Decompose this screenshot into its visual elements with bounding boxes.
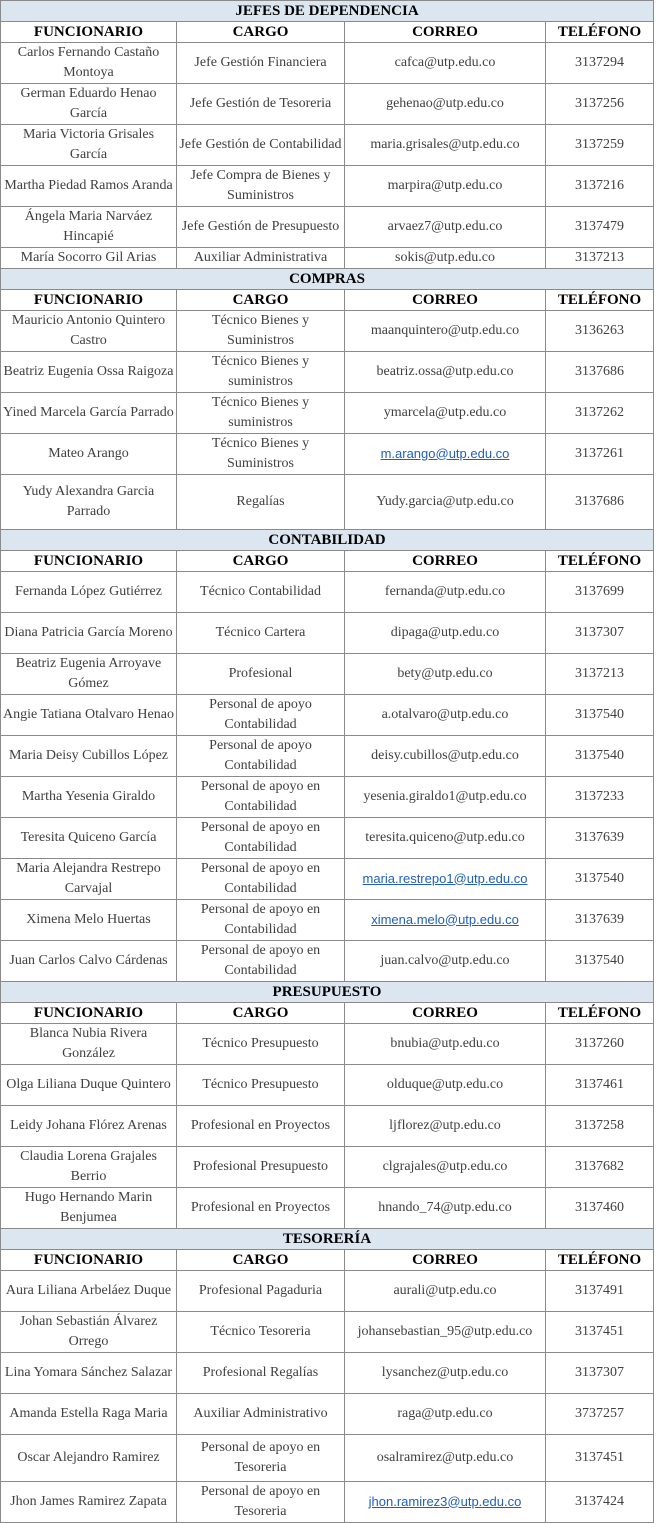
section-title: COMPRAS (1, 269, 654, 290)
column-header-row (1, 551, 654, 572)
cell-funcionario: Fernanda López Gutiérrez (1, 572, 177, 613)
email-link[interactable]: jhon.ramirez3@utp.edu.co (368, 1493, 522, 1509)
cell-telefono: 3137233 (546, 777, 654, 818)
cell-correo: fernanda@utp.edu.co (345, 572, 546, 613)
table-row (1, 475, 654, 530)
cell-cargo: Jefe Gestión de Presupuesto (177, 207, 345, 248)
table-row (1, 43, 654, 84)
cell-funcionario: Beatriz Eugenia Arroyave Gómez (1, 654, 177, 695)
cell-correo (345, 900, 546, 941)
table-row (1, 941, 654, 982)
section-title-row (1, 269, 654, 290)
cell-telefono: 3137540 (546, 736, 654, 777)
cell-telefono: 3137686 (546, 352, 654, 393)
cell-cargo: Personal de apoyo en Contabilidad (177, 941, 345, 982)
cell-correo: beatriz.ossa@utp.edu.co (345, 352, 546, 393)
cell-correo (345, 434, 546, 475)
cell-correo: a.otalvaro@utp.edu.co (345, 695, 546, 736)
section-title-row (1, 1229, 654, 1250)
col-header-correo: CORREO (345, 1003, 546, 1024)
cell-funcionario: German Eduardo Henao García (1, 84, 177, 125)
cell-correo: lysanchez@utp.edu.co (345, 1353, 546, 1394)
email-link[interactable]: m.arango@utp.edu.co (380, 445, 510, 461)
table-row (1, 352, 654, 393)
cell-cargo: Profesional Pagaduria (177, 1271, 345, 1312)
cell-correo: hnando_74@utp.edu.co (345, 1188, 546, 1229)
col-header-cargo: CARGO (177, 290, 345, 311)
cell-telefono: 3136263 (546, 311, 654, 352)
table-row (1, 777, 654, 818)
col-header-correo: CORREO (345, 551, 546, 572)
cell-correo: clgrajales@utp.edu.co (345, 1147, 546, 1188)
cell-cargo: Técnico Cartera (177, 613, 345, 654)
table-row (1, 1024, 654, 1065)
cell-cargo: Jefe Gestión Financiera (177, 43, 345, 84)
table-row (1, 207, 654, 248)
cell-cargo: Personal de apoyo en Tesoreria (177, 1435, 345, 1482)
cell-funcionario: Yined Marcela García Parrado (1, 393, 177, 434)
cell-telefono: 3137686 (546, 475, 654, 530)
cell-correo: ljflorez@utp.edu.co (345, 1106, 546, 1147)
cell-cargo: Técnico Tesoreria (177, 1312, 345, 1353)
cell-cargo: Profesional Regalías (177, 1353, 345, 1394)
cell-cargo: Personal de apoyo en Contabilidad (177, 777, 345, 818)
col-header-cargo: CARGO (177, 22, 345, 43)
cell-funcionario: Teresita Quiceno García (1, 818, 177, 859)
cell-funcionario: Beatriz Eugenia Ossa Raigoza (1, 352, 177, 393)
cell-funcionario: Johan Sebastián Álvarez Orrego (1, 1312, 177, 1353)
cell-cargo: Personal de apoyo en Tesoreria (177, 1482, 345, 1523)
cell-telefono: 3137479 (546, 207, 654, 248)
section-title-row (1, 530, 654, 551)
cell-telefono: 3137213 (546, 654, 654, 695)
cell-correo: gehenao@utp.edu.co (345, 84, 546, 125)
cell-cargo: Técnico Bienes y Suministros (177, 311, 345, 352)
cell-cargo: Auxiliar Administrativa (177, 248, 345, 269)
col-header-correo: CORREO (345, 22, 546, 43)
cell-correo: teresita.quiceno@utp.edu.co (345, 818, 546, 859)
section-title-row (1, 982, 654, 1003)
table-row (1, 1065, 654, 1106)
table-row (1, 248, 654, 269)
col-header-funcionario: FUNCIONARIO (1, 22, 177, 43)
cell-funcionario: Leidy Johana Flórez Arenas (1, 1106, 177, 1147)
table-row (1, 84, 654, 125)
cell-correo: deisy.cubillos@utp.edu.co (345, 736, 546, 777)
cell-cargo: Técnico Presupuesto (177, 1065, 345, 1106)
cell-telefono: 3737257 (546, 1394, 654, 1435)
table-row (1, 125, 654, 166)
cell-funcionario: Ángela Maria Narváez Hincapié (1, 207, 177, 248)
email-link[interactable]: ximena.melo@utp.edu.co (371, 911, 519, 927)
cell-correo: olduque@utp.edu.co (345, 1065, 546, 1106)
cell-cargo: Profesional en Proyectos (177, 1106, 345, 1147)
cell-funcionario: Maria Deisy Cubillos López (1, 736, 177, 777)
cell-funcionario: Yudy Alexandra Garcia Parrado (1, 475, 177, 530)
cell-cargo: Jefe Gestión de Tesoreria (177, 84, 345, 125)
cell-correo: raga@utp.edu.co (345, 1394, 546, 1435)
section-title: JEFES DE DEPENDENCIA (1, 1, 654, 22)
cell-telefono: 3137540 (546, 859, 654, 900)
cell-cargo: Jefe Compra de Bienes y Suministros (177, 166, 345, 207)
cell-telefono: 3137540 (546, 941, 654, 982)
cell-correo: cafca@utp.edu.co (345, 43, 546, 84)
cell-funcionario: Maria Alejandra Restrepo Carvajal (1, 859, 177, 900)
cell-cargo: Técnico Contabilidad (177, 572, 345, 613)
cell-funcionario: María Socorro Gil Arias (1, 248, 177, 269)
cell-telefono: 3137451 (546, 1312, 654, 1353)
cell-correo: dipaga@utp.edu.co (345, 613, 546, 654)
cell-correo: bnubia@utp.edu.co (345, 1024, 546, 1065)
table-row (1, 900, 654, 941)
cell-funcionario: Aura Liliana Arbeláez Duque (1, 1271, 177, 1312)
cell-correo: maanquintero@utp.edu.co (345, 311, 546, 352)
section-title: PRESUPUESTO (1, 982, 654, 1003)
table-row (1, 1353, 654, 1394)
cell-funcionario: Angie Tatiana Otalvaro Henao (1, 695, 177, 736)
col-header-funcionario: FUNCIONARIO (1, 290, 177, 311)
column-header-row (1, 22, 654, 43)
cell-funcionario: Maria Victoria Grisales García (1, 125, 177, 166)
cell-telefono: 3137307 (546, 613, 654, 654)
cell-telefono: 3137307 (546, 1353, 654, 1394)
cell-correo (345, 859, 546, 900)
col-header-telefono: TELÉFONO (546, 290, 654, 311)
cell-funcionario: Amanda Estella Raga Maria (1, 1394, 177, 1435)
cell-funcionario: Juan Carlos Calvo Cárdenas (1, 941, 177, 982)
cell-correo: marpira@utp.edu.co (345, 166, 546, 207)
cell-cargo: Técnico Bienes y suministros (177, 393, 345, 434)
cell-funcionario: Hugo Hernando Marin Benjumea (1, 1188, 177, 1229)
table-row (1, 695, 654, 736)
cell-cargo: Técnico Presupuesto (177, 1024, 345, 1065)
cell-cargo: Personal de apoyo Contabilidad (177, 695, 345, 736)
cell-telefono: 3137491 (546, 1271, 654, 1312)
col-header-telefono: TELÉFONO (546, 1250, 654, 1271)
section-title: TESORERÍA (1, 1229, 654, 1250)
table-row (1, 1271, 654, 1312)
cell-correo: yesenia.giraldo1@utp.edu.co (345, 777, 546, 818)
table-row (1, 859, 654, 900)
table-row (1, 1147, 654, 1188)
cell-telefono: 3137259 (546, 125, 654, 166)
cell-telefono: 3137260 (546, 1024, 654, 1065)
cell-correo: sokis@utp.edu.co (345, 248, 546, 269)
cell-funcionario: Mateo Arango (1, 434, 177, 475)
email-link[interactable]: maria.restrepo1@utp.edu.co (362, 870, 528, 886)
cell-telefono: 3137460 (546, 1188, 654, 1229)
cell-funcionario: Ximena Melo Huertas (1, 900, 177, 941)
cell-cargo: Profesional en Proyectos (177, 1188, 345, 1229)
cell-cargo: Técnico Bienes y suministros (177, 352, 345, 393)
cell-correo: Yudy.garcia@utp.edu.co (345, 475, 546, 530)
cell-cargo: Personal de apoyo en Contabilidad (177, 900, 345, 941)
col-header-correo: CORREO (345, 1250, 546, 1271)
col-header-cargo: CARGO (177, 551, 345, 572)
col-header-funcionario: FUNCIONARIO (1, 551, 177, 572)
cell-telefono: 3137639 (546, 818, 654, 859)
cell-telefono: 3137639 (546, 900, 654, 941)
cell-telefono: 3137424 (546, 1482, 654, 1523)
table-row (1, 393, 654, 434)
cell-cargo: Personal de apoyo en Contabilidad (177, 859, 345, 900)
col-header-telefono: TELÉFONO (546, 22, 654, 43)
col-header-telefono: TELÉFONO (546, 551, 654, 572)
col-header-cargo: CARGO (177, 1250, 345, 1271)
cell-correo: arvaez7@utp.edu.co (345, 207, 546, 248)
table-row (1, 654, 654, 695)
cell-cargo: Jefe Gestión de Contabilidad (177, 125, 345, 166)
cell-funcionario: Martha Yesenia Giraldo (1, 777, 177, 818)
table-row (1, 572, 654, 613)
table-row (1, 1106, 654, 1147)
cell-telefono: 3137216 (546, 166, 654, 207)
cell-correo: ymarcela@utp.edu.co (345, 393, 546, 434)
cell-cargo: Auxiliar Administrativo (177, 1394, 345, 1435)
col-header-funcionario: FUNCIONARIO (1, 1003, 177, 1024)
cell-correo: juan.calvo@utp.edu.co (345, 941, 546, 982)
cell-correo: osalramirez@utp.edu.co (345, 1435, 546, 1482)
cell-funcionario: Blanca Nubia Rivera González (1, 1024, 177, 1065)
cell-correo: johansebastian_95@utp.edu.co (345, 1312, 546, 1353)
cell-telefono: 3137461 (546, 1065, 654, 1106)
col-header-telefono: TELÉFONO (546, 1003, 654, 1024)
table-row (1, 311, 654, 352)
cell-cargo: Personal de apoyo Contabilidad (177, 736, 345, 777)
cell-cargo: Técnico Bienes y Suministros (177, 434, 345, 475)
column-header-row (1, 1250, 654, 1271)
cell-telefono: 3137262 (546, 393, 654, 434)
cell-telefono: 3137261 (546, 434, 654, 475)
table-row (1, 1188, 654, 1229)
table-row (1, 613, 654, 654)
table-row (1, 1482, 654, 1523)
cell-funcionario: Carlos Fernando Castaño Montoya (1, 43, 177, 84)
cell-funcionario: Lina Yomara Sánchez Salazar (1, 1353, 177, 1394)
table-row (1, 736, 654, 777)
cell-correo: maria.grisales@utp.edu.co (345, 125, 546, 166)
table-row (1, 166, 654, 207)
column-header-row (1, 290, 654, 311)
cell-cargo: Personal de apoyo en Contabilidad (177, 818, 345, 859)
cell-funcionario: Oscar Alejandro Ramirez (1, 1435, 177, 1482)
col-header-cargo: CARGO (177, 1003, 345, 1024)
cell-telefono: 3137682 (546, 1147, 654, 1188)
col-header-correo: CORREO (345, 290, 546, 311)
col-header-funcionario: FUNCIONARIO (1, 1250, 177, 1271)
cell-telefono: 3137451 (546, 1435, 654, 1482)
cell-telefono: 3137256 (546, 84, 654, 125)
cell-telefono: 3137294 (546, 43, 654, 84)
cell-telefono: 3137699 (546, 572, 654, 613)
cell-funcionario: Mauricio Antonio Quintero Castro (1, 311, 177, 352)
table-row (1, 434, 654, 475)
column-header-row (1, 1003, 654, 1024)
cell-funcionario: Claudia Lorena Grajales Berrio (1, 1147, 177, 1188)
cell-telefono: 3137258 (546, 1106, 654, 1147)
table-row (1, 1312, 654, 1353)
cell-funcionario: Diana Patricia García Moreno (1, 613, 177, 654)
cell-correo (345, 1482, 546, 1523)
table-row (1, 1435, 654, 1482)
section-title: CONTABILIDAD (1, 530, 654, 551)
table-row (1, 818, 654, 859)
section-title-row (1, 1, 654, 22)
cell-funcionario: Martha Piedad Ramos Aranda (1, 166, 177, 207)
table-row (1, 1394, 654, 1435)
cell-telefono: 3137540 (546, 695, 654, 736)
cell-correo: aurali@utp.edu.co (345, 1271, 546, 1312)
cell-cargo: Regalías (177, 475, 345, 530)
cell-cargo: Profesional Presupuesto (177, 1147, 345, 1188)
cell-correo: bety@utp.edu.co (345, 654, 546, 695)
cell-funcionario: Jhon James Ramirez Zapata (1, 1482, 177, 1523)
cell-funcionario: Olga Liliana Duque Quintero (1, 1065, 177, 1106)
cell-cargo: Profesional (177, 654, 345, 695)
cell-telefono: 3137213 (546, 248, 654, 269)
